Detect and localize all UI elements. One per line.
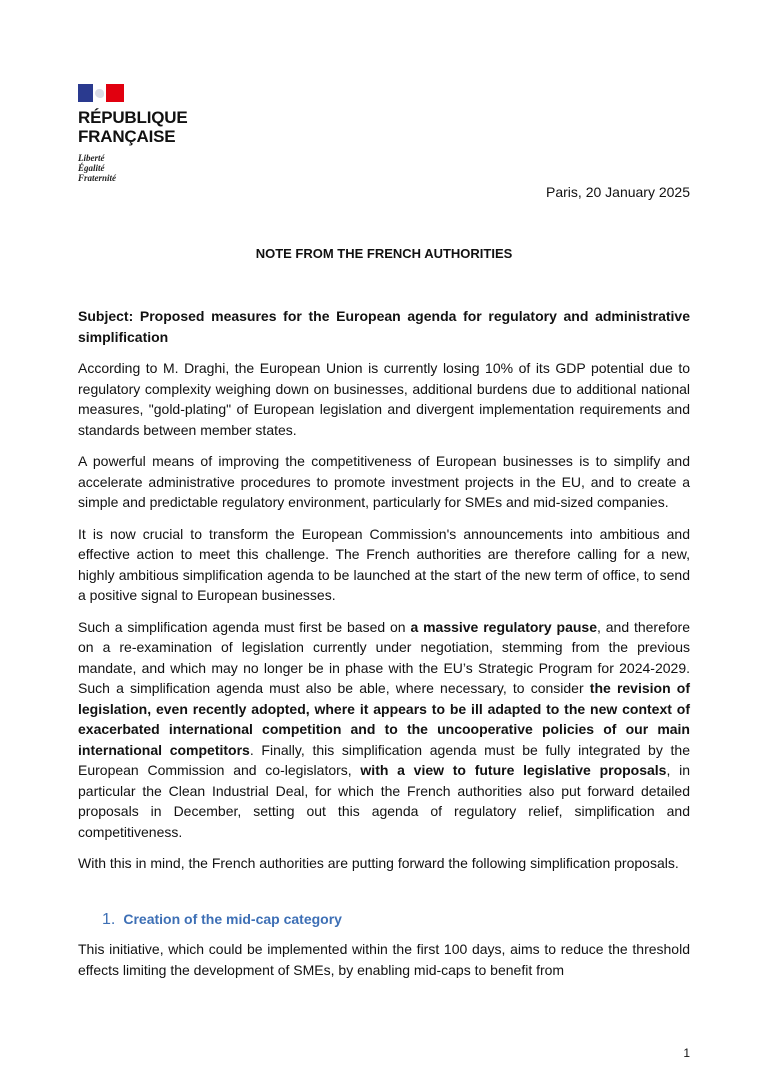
logo-title — [78, 108, 198, 146]
paragraph-4 — [78, 617, 690, 843]
paragraph-4-bold-3: with a view to future legislative proposals — [360, 762, 667, 778]
logo-line-1: RÉPUBLIQUE — [78, 108, 188, 127]
paragraph-4-bold-1: a massive regulatory pause — [410, 618, 597, 635]
paragraph-4-text-4: , in particular the Clean Industrial Deal, for which the French authorities also put forward detailed proposals in December, setting out this agenda of regulatory relief, simplification and competitiveness. — [78, 762, 691, 840]
motto-fraternite: Fraternité — [78, 173, 117, 183]
section-1-heading — [102, 909, 690, 931]
section-1-title: Creation of the mid-cap category — [123, 910, 342, 927]
paragraph-4-text-1: Such a simplification agenda must first be based on — [78, 618, 411, 635]
paragraph-4-bold-2: the revision of legislation, even recently adopted, where it appears to be ill adapted to the new context of exacerbated international competition and to the uncooperative policies of our main international competitors — [78, 680, 690, 758]
motto-egalite: Égalité — [78, 163, 105, 173]
paragraph-4-text-2: , and therefore on a re-examination of legislation currently under negotiation, stemming from the previous mandate, and which may no longer be in phase with the EU’s Strategic Program for 2024-2029. Such a simplification agenda must also be able, where necessary, to consider — [78, 618, 690, 696]
paragraph-2: A powerful means of improving the competitiveness of European businesses is to simplify and accelerate administrative procedures to promote investment projects in the EU, and to create a simple and predictable regulatory environment, particularly for SMEs and mid-sized companies. — [78, 453, 690, 510]
logo-motto — [78, 153, 198, 183]
paragraph-5: With this in mind, the French authorities are putting forward the following simplification proposals. — [78, 855, 679, 871]
paragraph-3: It is now crucial to transform the European Commission's announcements into ambitious and effective action to meet this challenge. The French authorities are therefore calling for a new, highly ambitious simplification agenda to be launched at the start of the new term of office, to send a positive signal to European businesses. — [78, 525, 690, 603]
section-1-text: This initiative, which could be implemented within the first 100 days, aims to reduce the threshold effects limiting the development of SMEs, by enabling mid-caps to benefit from — [78, 941, 690, 978]
french-flag-icon — [78, 84, 124, 102]
paragraph-1: According to M. Draghi, the European Union is currently losing 10% of its GDP potential due to regulatory complexity weighing down on businesses, additional burdens due to additional national measures, "gold-plating" of European legislation and divergent implementation requirements and standards between member states. — [78, 360, 690, 438]
document-date: Paris, 20 January 2025 — [546, 184, 690, 200]
paragraph-4-text-3: . Finally, this simplification agenda must be fully integrated by the European Commission and co-legislators, — [78, 741, 690, 778]
logo-line-2: FRANÇAISE — [78, 127, 176, 146]
document-body — [78, 306, 690, 991]
page-number: 1 — [683, 1046, 690, 1060]
motto-liberte: Liberté — [78, 153, 105, 163]
republique-francaise-logo — [78, 84, 198, 183]
note-title: NOTE FROM THE FRENCH AUTHORITIES — [255, 246, 513, 261]
subject-line: Subject: Proposed measures for the European agenda for regulatory and administrative simplification — [78, 308, 690, 345]
section-1-number: 1. — [102, 910, 116, 928]
